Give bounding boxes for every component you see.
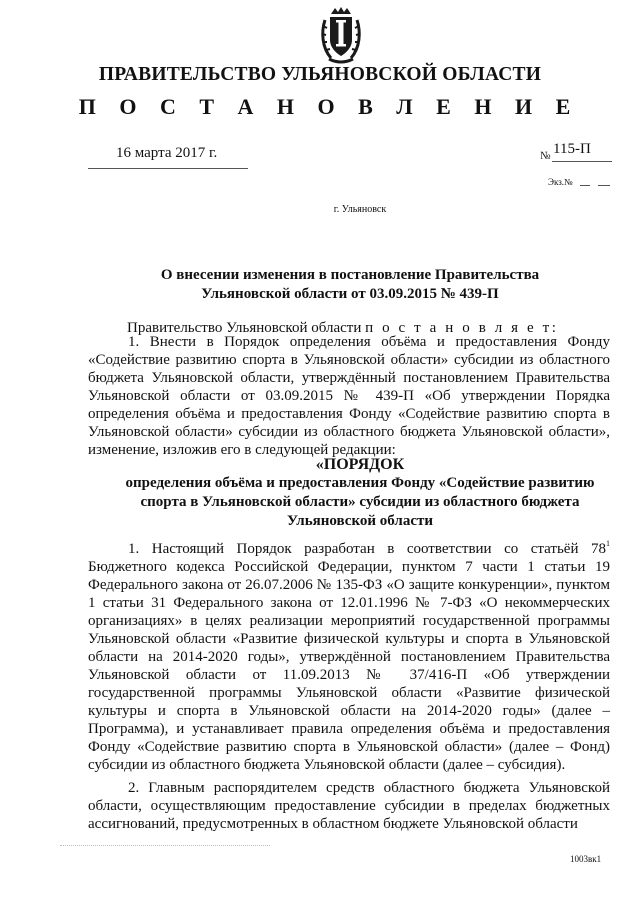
order-paragraph-1-rest: Бюджетного кодекса Российской Федерации, пунктом 7 части 1 статьи 19 Федерального закона от 26.07.2006 № 135-ФЗ «О защите конкуренции», пунктом 1 статьи 31 Федерального закона от 12.01.1996 № 7-ФЗ «О некоммерческих организациях» в целях реализации мероприятий государственной программы Ульяновской области «Развитие физической культуры и спорта в Ульяновской области на 2014-2020 годы», утверждённой постановлением Правительства Ульяновской области от 11.09.2013 № 37/416-П «Об утверждении государственной программы Ульяновской области «Развитие физической культуры и спорта в Ульяновской области на 2014-2020 годы» (далее – Программа), и устанавливает правила определения объёма и предоставления Фонду «Содействие развитию спорта в Ульяновской области» (далее – Фонд) субсидии из областного бюджета Ульяновской области (далее – субсидия). [88,559,610,773]
intro-verb: п о с т а н о в л я е т: [365,320,559,336]
coat-of-arms-emblem [319,6,363,66]
document-type-heading: П О С Т А Н О В Л Е Н И Е [78,94,580,119]
copy-number-label: Экз.№ [548,177,573,187]
order-title-line-1: «ПОРЯДОК [315,456,405,473]
document-date: 16 марта 2017 г. [116,145,218,161]
number-underline [552,161,612,162]
city-label: г. Ульяновск [333,204,387,215]
paragraph-1: 1. Внести в Порядок определения объёма и предоставления Фонду «Содействие развитию спорта в Ульяновской области» субсидии из областного бюджета Ульяновской области, утверждённый постановлением Правительства Ульяновской области от 03.09.2015 № 439-П «Об утверждении Порядка определения объёма и предоставления Фонду «Содействие развитию спорта в Ульяновской области» субсидии из областного бюджета Ульяновской области», изменение, изложив его в следующей редакции: [88,334,610,458]
resolution-title [90,266,610,304]
order-paragraph-1-start: 1. Настоящий Порядок разработан в соответствии со статьёй 78 [128,541,606,557]
order-title-line-3: спорта в Ульяновской области» субсидии из областного бюджета [140,494,580,510]
number-sign: № [540,150,551,162]
date-underline [88,168,248,169]
order-title-line-2: определения объёма и предоставления Фонду «Содействие развитию [125,475,595,491]
order-title [110,455,610,531]
scan-artifact-line [60,845,270,846]
order-paragraph-2: 2. Главным распорядителем средств областного бюджета Ульяновской области, осуществляющим предоставление субсидии в пределах бюджетных ассигнований, предусмотренных в областном бюджете Ульяновской области [88,780,610,832]
order-paragraph-1 [88,540,610,774]
copy-number-line-2 [598,185,610,186]
order-title-line-4: Ульяновской области [286,513,434,529]
resolution-title-line-1: О внесении изменения в постановление Правительства [160,267,540,283]
document-number: 115-П [553,141,591,157]
government-title: ПРАВИТЕЛЬСТВО УЛЬЯНОВСКОЙ ОБЛАСТИ [98,64,542,85]
copy-number-line [580,185,590,186]
resolution-title-line-2: Ульяновской области от 03.09.2015 № 439-П [201,286,499,302]
footer-code: 1003вк1 [570,854,602,864]
article-superscript: 1 [606,539,610,548]
intro-subject: Правительство Ульяновской области [127,320,366,336]
